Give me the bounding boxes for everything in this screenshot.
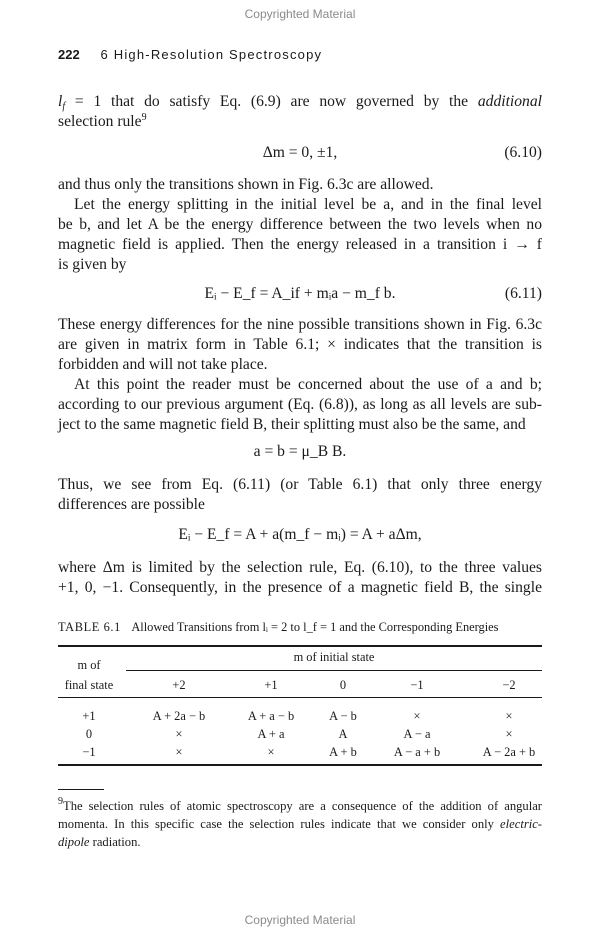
page-number: 222 [58, 47, 80, 62]
equation-energy-diff-expr: Eᵢ − E_f = A + a(m_f − mᵢ) = A + aΔm, [178, 526, 422, 543]
paragraph-4 [58, 315, 542, 375]
table-cell: × [267, 745, 275, 759]
watermark-top: Copyrighted Material [244, 7, 356, 21]
para5-line1: At this point the reader must be concerned about the use of a and b; [74, 376, 542, 393]
para3-line1: Let the energy splitting in the initial level be a, and in the final level [74, 196, 542, 213]
table-cell: A − b [329, 709, 357, 723]
para2-line1: and thus only the transitions shown in Fig. 6.3c are allowed. [58, 176, 434, 193]
table-cell: A + a − b [247, 709, 295, 723]
table-cell: × [175, 727, 183, 741]
footnote [58, 797, 542, 851]
table-head-rule [58, 697, 542, 698]
paragraph-6 [58, 475, 542, 515]
table-stub-head-2: final state [64, 678, 114, 692]
equation-a-b [58, 443, 542, 465]
table-cell: A − 2a + b [482, 745, 536, 759]
equation-a-b-expr: a = b = μ_B B. [253, 443, 347, 460]
table-label: TABLE 6.1 [58, 620, 121, 634]
table-col-head: 0 [339, 678, 347, 692]
table-cell: A − a [403, 727, 431, 741]
footnote-line1: The selection rules of atomic spectroscopy are a consequence of the addition of angular [63, 799, 542, 813]
paragraph-7 [58, 558, 542, 598]
table-cell: × [505, 709, 513, 723]
para3-line3: magnetic field is applied. Then the energy released in a transition i → f [58, 236, 542, 253]
table-cell: A + 2a − b [152, 709, 206, 723]
equation-6-10-number: (6.10) [504, 144, 542, 161]
table-cell: A + b [329, 745, 357, 759]
footnote-line2: momenta. In this specific case the selection rules indicate that we consider only [58, 817, 494, 831]
table-col-head: +2 [172, 678, 186, 692]
para1-line2: selection rule [58, 113, 142, 130]
footnote-ref-9: 9 [141, 112, 147, 123]
paragraph-3 [58, 195, 542, 275]
equation-6-10-expr: Δm = 0, ±1, [262, 144, 338, 161]
table-spanner-rule [126, 670, 542, 671]
para1-emphasis: additional [477, 93, 542, 110]
footnote-mark: 9 [58, 796, 63, 807]
running-head [58, 47, 322, 62]
table-row-label: +1 [82, 709, 96, 723]
equation-6-11 [58, 285, 542, 307]
para7-line2: +1, 0, −1. Consequently, in the presence of a magnetic field B, the single [58, 579, 542, 596]
table-col-head: −2 [502, 678, 516, 692]
table-bottom-rule [58, 764, 542, 766]
table-cell: A − a + b [393, 745, 441, 759]
para7-line1: where Δm is limited by the selection rule, Eq. (6.10), to the three values [58, 559, 542, 576]
equation-energy-diff [58, 526, 542, 548]
watermark-bottom: Copyrighted Material [244, 913, 356, 927]
table-cell: × [413, 709, 421, 723]
table-stub-head-1: m of [77, 658, 101, 672]
paragraph-1: $l_f = 1$ that do satisfy Eq. (6.9) are now governed by the additional selection rule$^9$ [58, 93, 542, 130]
para5-line2: according to our previous argument (Eq. (6.8)), as long as all levels are sub- [58, 396, 542, 413]
para4-line3: forbidden and will not take place. [58, 356, 268, 373]
table-row-label: 0 [85, 727, 93, 741]
paragraph-2 [58, 175, 542, 195]
footnote-emphasis-1: electric- [500, 817, 542, 831]
para3-line4: is given by [58, 256, 127, 273]
footnote-emphasis-2: dipole [58, 835, 90, 849]
para4-line1: These energy differences for the nine possible transitions shown in Fig. 6.3c [58, 316, 542, 333]
table-spanner: m of initial state [293, 650, 375, 664]
table-cell: A [338, 727, 348, 741]
para6-line1: Thus, we see from Eq. (6.11) (or Table 6.1) that only three energy [58, 476, 542, 493]
footnote-rule [58, 789, 104, 790]
table-cell: × [505, 727, 513, 741]
table-col-head: +1 [264, 678, 278, 692]
equation-6-11-number: (6.11) [504, 285, 542, 302]
table-cell: × [175, 745, 183, 759]
paragraph-5 [58, 375, 542, 435]
para1-line1: = 1 that do satisfy Eq. (6.9) are now governed by the [74, 93, 469, 110]
para6-line2: differences are possible [58, 496, 205, 513]
equation-6-11-expr: Eᵢ − E_f = A_if + mᵢa − m_f b. [204, 285, 396, 302]
chapter-title: 6 High-Resolution Spectroscopy [100, 47, 323, 62]
footnote-line3: radiation. [92, 835, 141, 849]
table-caption [58, 620, 548, 635]
table-top-rule [58, 645, 542, 647]
table-cell: A + a [257, 727, 285, 741]
para3-line2: be b, and let A be the energy difference between the two levels when no [58, 216, 542, 233]
table-col-head: −1 [410, 678, 424, 692]
table-row-label: −1 [82, 745, 96, 759]
para5-line3: ject to the same magnetic field B, their splitting must also be the same, and [58, 416, 526, 433]
para4-line2: are given in matrix form in Table 6.1; × indicates that the transition is [58, 336, 542, 353]
equation-6-10 [58, 144, 542, 166]
table-caption-text: Allowed Transitions from lᵢ = 2 to l_f = 1 and the Corresponding Energies [131, 620, 499, 634]
